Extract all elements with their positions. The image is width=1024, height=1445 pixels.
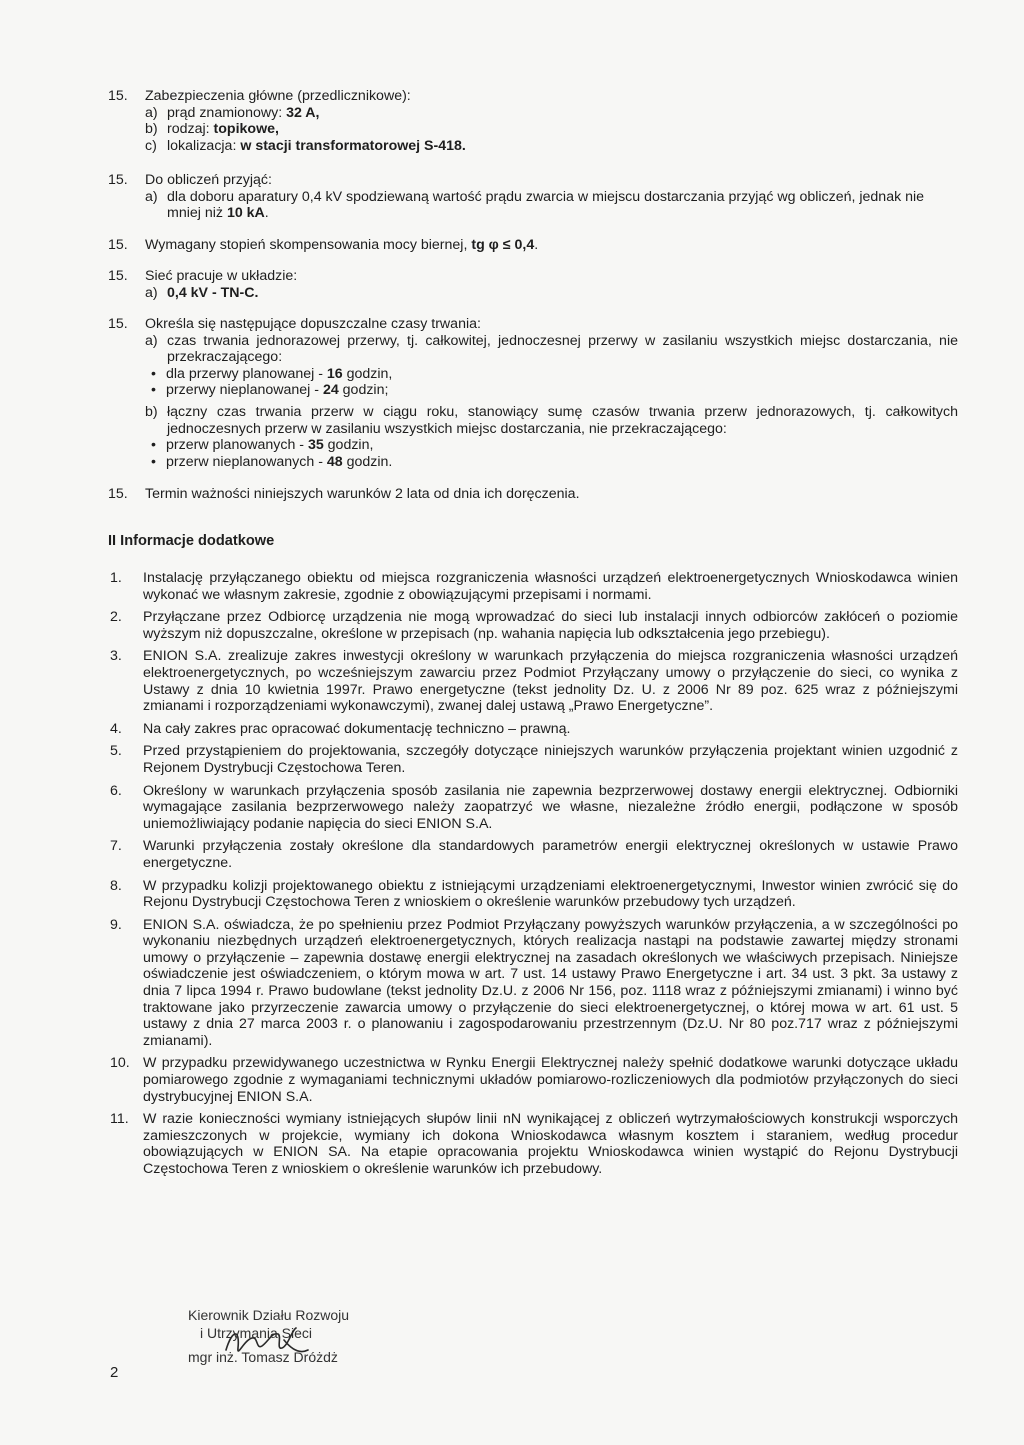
sub-text: dla doboru aparatury 0,4 kV spodziewaną wartość prądu zwarcia w miejscu dostarczania przyjąć wg obliczeń, jednak nie mniej niż: [167, 188, 925, 222]
condition-compensation: [108, 237, 958, 254]
item-number: 8.: [110, 877, 122, 894]
item-title: Zabezpieczenia główne (przedlicznikowe):: [145, 88, 411, 104]
bullet-value: 48: [326, 453, 343, 470]
bullet-icon: •: [151, 365, 156, 382]
item-text: Warunki przyłączenia zostały określone dla standardowych parametrów energii elektrycznej określonych w ustawie Prawo energetyczne.: [143, 838, 958, 871]
item-text: Przyłączane przez Odbiorcę urządzenia nie mogą wprowadzać do sieci lub instalacji innych odbiorców zakłóceń o poziomie wyższym niż dopuszczalne, określone w przepisach (np. wahania napięcia lub odkształcenia jego przebiegu).: [143, 609, 958, 642]
sub-value: w stacji transformatorowej S-418.: [240, 137, 466, 154]
sub-value: topikowe,: [213, 121, 279, 138]
item-title: Do obliczeń przyjąć:: [145, 172, 272, 188]
item-text: W razie konieczności wymiany istniejących słupów linii nN wynikającej z obliczeń wytrzymałościowych konstrukcji wsporczych zamieszczonych w projekcie, wymiany ich dokona Wnioskodawca własnym kosztem i staraniem, według procedur obowiązujących w ENION SA. Na etapie opracowania projektu Wnioskodawca winien wystąpić do Rejonu Dystrybucji Częstochowa Teren z wnioskiem o określenie warunków ich przebudowy.: [143, 1111, 958, 1177]
bullet-value: 24: [322, 382, 339, 399]
sub-value: 10 kA: [226, 205, 265, 222]
bullet-icon: •: [151, 453, 156, 470]
item-number: 1.: [110, 570, 122, 586]
list-item: [108, 783, 958, 833]
sub-text: .: [264, 205, 269, 222]
bullet-text: przerwy nieplanowanej -: [166, 382, 323, 399]
item-text: .: [534, 237, 539, 253]
sub-label: a): [145, 104, 158, 121]
list-item: [108, 838, 958, 871]
item-number: 3.: [110, 648, 122, 665]
item-number: 15.: [108, 172, 128, 188]
item-text: Na cały zakres prac opracować dokumentację techniczno – prawną.: [143, 720, 571, 737]
bullet-text: przerw nieplanowanych -: [166, 453, 327, 470]
item-number: 6.: [110, 782, 122, 799]
sub-text: łączny czas trwania przerw w ciągu roku, stanowiący sumę czasów trwania przerw jednorazowych, tj. całkowitych jednoczesnych przerw w zasilaniu wszystkich miejsc dostarczania, nie przekraczającego:: [167, 403, 958, 437]
sub-text: rodzaj:: [167, 121, 214, 138]
item-title: Określa się następujące dopuszczalne czasy trwania:: [145, 316, 481, 332]
bullet-value: 16: [326, 365, 343, 382]
list-item: [108, 743, 958, 776]
sub-label: b): [145, 403, 158, 420]
item-text: W przypadku przewidywanego uczestnictwa w Rynku Energii Elektrycznej należy spełnić dodatkowe warunki dotyczące układu pomiarowego zgodnie z wymaganiami technicznymi układów pomiarowo-rozliczeniowych dla podmiotów przyłączonych do sieci dystrybucyjnej ENION S.A.: [143, 1055, 958, 1105]
sub-label: b): [145, 121, 158, 138]
list-item: [108, 570, 958, 603]
bullet-text: godzin,: [342, 365, 393, 382]
item-number: 4.: [110, 720, 122, 737]
bullet-text: przerw planowanych -: [166, 437, 308, 454]
condition-calculations: [108, 172, 958, 222]
list-item: [108, 609, 958, 642]
item-value: tg φ ≤ 0,4: [471, 237, 535, 253]
list-item: [108, 917, 958, 1050]
bullet-icon: •: [151, 437, 156, 454]
handwritten-signature: [222, 1320, 312, 1368]
item-text: Termin ważności niniejszych warunków 2 lata od dnia ich doręczenia.: [145, 486, 580, 502]
item-number: 9.: [110, 916, 122, 933]
item-text: W przypadku kolizji projektowanego obiektu z istniejącymi urządzeniami elektroenergetycznymi, Inwestor winien zwrócić się do Rejonu Dystrybucji Częstochowa Teren z wnioskiem o określenie warunków przebudowy tych urządzeń.: [143, 877, 958, 911]
bullet-text: godzin;: [338, 382, 389, 399]
item-text: Przed przystąpieniem do projektowania, szczegóły dotyczące niniejszych warunków przyłączenia projektant winien uzgodnić z Rejonem Dystrybucji Częstochowa Teren.: [143, 743, 958, 776]
item-number: 5.: [110, 743, 122, 760]
item-number: 10.: [110, 1055, 130, 1072]
item-number: 15.: [108, 486, 128, 502]
item-number: 15.: [108, 237, 128, 253]
bullet-text: godzin,: [323, 437, 374, 454]
item-text: Wymagany stopień skompensowania mocy biernej,: [145, 237, 472, 253]
signature-title: Kierownik Działu Rozwoju: [188, 1307, 350, 1323]
condition-protection: [108, 88, 958, 154]
item-number: 15.: [108, 88, 128, 104]
list-item: [108, 1111, 958, 1177]
item-text: ENION S.A. oświadcza, że po spełnieniu przez Podmiot Przyłączany powyższych warunków przyłączenia, a w szczególności po wykonaniu niezbędnych urządzeń elektroenergetycznych, których realizacja nastąpi na podstawie zawartej między stronami umowy o przyłączenie – zapewnia dostawę energii elektrycznej na zasadach określonych we właściwych przepisach. Niniejsze oświadczenie jest oświadczeniem, o którym mowa w art. 7 ust. 14 ustawy Prawo Energetyczne i art. 34 ust. 3 pkt. 3a ustawy z dnia 7 lipca 1994 r. Prawo budowlane (tekst jednolity Dz.U. z 2006 Nr 156, poz. 1118 wraz z późniejszymi zmianami) i winno być traktowane jako przyrzeczenie zawarcia umowy o przyłączenie do sieci elektroenergetycznej, o której mowa w art. 61 ust. 5 ustawy z dnia 27 marca 2003 r. o planowaniu i zagospodarowaniu przestrzennym (Dz.U. Nr 80 poz.717 wraz z późniejszymi zmianami).: [143, 916, 958, 1049]
item-number: 2.: [110, 609, 122, 626]
item-text: Instalację przyłączanego obiektu od miejsca rozgraniczenia własności urządzeń elektroenergetycznych Wnioskodawca winien wykonać we własnym zakresie, zgodnie z obowiązującymi przepisami i normami.: [143, 570, 958, 603]
list-item: [108, 878, 958, 911]
sub-label: a): [145, 284, 158, 301]
bullet-icon: •: [151, 382, 156, 399]
condition-validity: [108, 486, 958, 503]
sub-label: a): [145, 188, 158, 205]
bullet-text: dla przerwy planowanej -: [166, 365, 327, 382]
signature-department: i Utrzymania Sieci: [200, 1325, 313, 1341]
item-number: 15.: [108, 268, 128, 284]
sub-text: lokalizacja:: [167, 137, 241, 154]
bullet-value: 35: [307, 437, 324, 454]
sub-text: czas trwania jednorazowej przerwy, tj. całkowitej, jednoczesnej przerwy w zasilaniu wszystkich miejsc dostarczania, nie przekraczającego:: [167, 332, 958, 366]
additional-info-list: [108, 570, 958, 1184]
signature-name: mgr inż. Tomasz Dróżdż: [188, 1349, 338, 1365]
condition-network: [108, 268, 958, 301]
sub-value: 0,4 kV - TN-C.: [167, 284, 259, 301]
item-number: 15.: [108, 316, 128, 332]
item-title: Sieć pracuje w układzie:: [145, 268, 298, 284]
section-heading: II Informacje dodatkowe: [108, 533, 275, 549]
page-number: 2: [110, 1364, 119, 1381]
sub-label: c): [145, 137, 157, 154]
list-item: [108, 1055, 958, 1105]
sub-text: prąd znamionowy:: [167, 104, 287, 121]
sub-value: 32 A,: [286, 104, 320, 121]
list-item: [108, 721, 958, 738]
item-text: Określony w warunkach przyłączenia sposób zasilania nie zapewnia bezprzerwowej dostawy energii elektrycznej. Odbiorniki wymagające zasilania bezprzerwowego należy zaopatrzyć we własne, niezależne źródło energii, podłączone w sposób uniemożliwiający podanie napięcia do sieci ENION S.A.: [143, 782, 958, 832]
bullet-text: godzin.: [342, 453, 393, 470]
condition-outage-times: [108, 316, 958, 470]
item-number: 11.: [110, 1111, 129, 1128]
sub-label: a): [145, 332, 158, 349]
list-item: [108, 648, 958, 714]
item-number: 7.: [110, 838, 122, 855]
item-text: ENION S.A. zrealizuje zakres inwestycji określony w warunkach przyłączenia do miejsca rozgraniczenia własności urządzeń elektroenergetycznych, po wcześniejszym zawarciu przez Podmiot Przyłączany umowy o przyłączenie do sieci, co wynika z Ustawy z dnia 10 kwietnia 1997r. Prawo energetyczne (tekst jednolity Dz. U. z 2006 Nr 89 poz. 625 wraz z późniejszymi zmianami i rozporządzeniami wykonawczymi), zwanej dalej ustawą „Prawo Energetyczne”.: [143, 648, 958, 715]
